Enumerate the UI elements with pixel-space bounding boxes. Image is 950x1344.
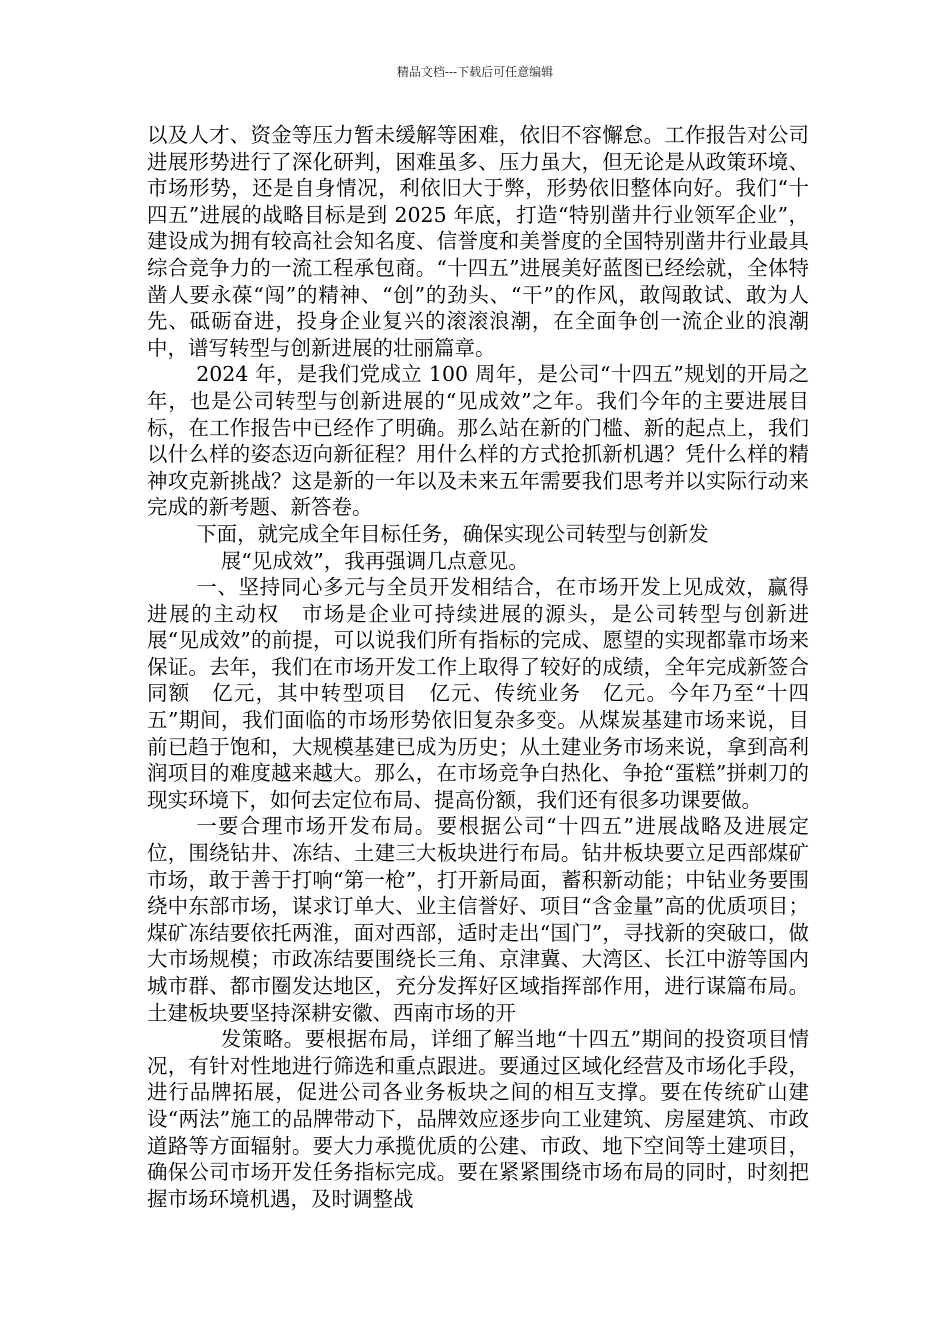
paragraph-2024-goals: 2024 年，是我们党成立 100 周年，是公司“十四五”规划的开局之年，也是公司转型与创新进展的“见成效”之年。我们今年的主要进展目标，在工作报告中已经作了明确。那么站在新的门槛、新的起点上，我们以什么样的姿态迈向新征程？用什么样的方式抢抓新机遇？凭什么样的精神攻克新挑战？这是新的一年以及未来五年需要我们思考并以实际行动来完成的新考题、新答卷。 [147,362,809,520]
paragraph-market-strategy: 发策略。要根据布局，详细了解当地“十四五”期间的投资项目情况，有针对性地进行筛选和重点跟进。要通过区域化经营及市场化手段，进行品牌拓展，促进公司各业务板块之间的相互支撑。要在传统矿山建设“两法”施工的品牌带动下，品牌效应逐步向工业建筑、房屋建筑、市政道路等方面辐射。要大力承揽优质的公建、市政、地下空间等土建项目，确保公司市场开发任务指标完成。要在紧紧围绕市场布局的同时，时刻把握市场环境机遇，及时调整战 [147,1027,809,1211]
paragraph-intro-line-1: 下面，就完成全年目标任务，确保实现公司转型与创新发 [196,521,709,546]
paragraph-market-layout: 一要合理市场开发布局。要根据公司“十四五”进展战略及进展定位，围绕钻井、冻结、土建三大板块进行布局。钻井板块要立足西部煤矿市场，敢于善于打响“第一枪”，打开新局面，蓄积新动能；中钻业务要围绕中东部市场，谋求订单大、业主信誉好、项目“含金量”高的优质项目；煤矿冻结要依托两淮，面对西部，适时走出“国门”，寻找新的突破口，做大市场规模；市政冻结要围绕长三角、京津冀、大湾区、长江中游等国内城市群、都市圈发达地区，充分发挥好区域指挥部作用，进行谋篇布局。土建板块要坚持深耕安徽、西南市场的开 [147,814,809,1025]
paragraph-section-one: 一、坚持同心多元与全员开发相结合，在市场开发上见成效，赢得进展的主动权 市场是企业可持续进展的源头，是公司转型与创新进展“见成效”的前提，可以说我们所有指标的完成、愿望的实现都靠市场来保证。去年，我们在市场开发工作上取得了较好的成绩，全年完成新签合同额 亿元，其中转型项目 亿元、传统业务 亿元。今年乃至“十四五”期间，我们面临的市场形势依旧复杂多变。从煤炭基建市场来说，目前已趋于饱和，大规模基建已成为历史；从土建业务市场来说，拿到高利润项目的难度越来越大。那么，在市场竞争白热化、争抢“蛋糕”拼刺刀的现实环境下，如何去定位布局、提高份额，我们还有很多功课要做。 [147,575,809,812]
paragraph-continuation: 以及人才、资金等压力暂未缓解等困难，依旧不容懈怠。工作报告对公司进展形势进行了深化研判，困难虽多、压力虽大，但无论是从政策环境、市场形势，还是自身情况，利依旧大于弊，形势依旧整体向好。我们“十四五”进展的战略目标是到 2025 年底，打造“特别凿井行业领军企业”，建设成为拥有较高社会知名度、信誉度和美誉度的全国特别凿井行业最具综合竞争力的一流工程承包商。“十四五”进展美好蓝图已经绘就，全体特凿人要永葆“闯”的精神、“创”的劲头、“干”的作风，敢闯敢试、敢为人先、砥砺奋进，投身企业复兴的滚滚浪潮，在全面争创一流企业的浪潮中，谱写转型与创新进展的壮丽篇章。 [147,123,809,360]
page-header: 精品文档---下载后可任意编辑 [396,65,554,79]
paragraph-intro-line-2: 展“见成效”，我再强调几点意见。 [220,548,529,573]
document-body [147,122,809,1212]
